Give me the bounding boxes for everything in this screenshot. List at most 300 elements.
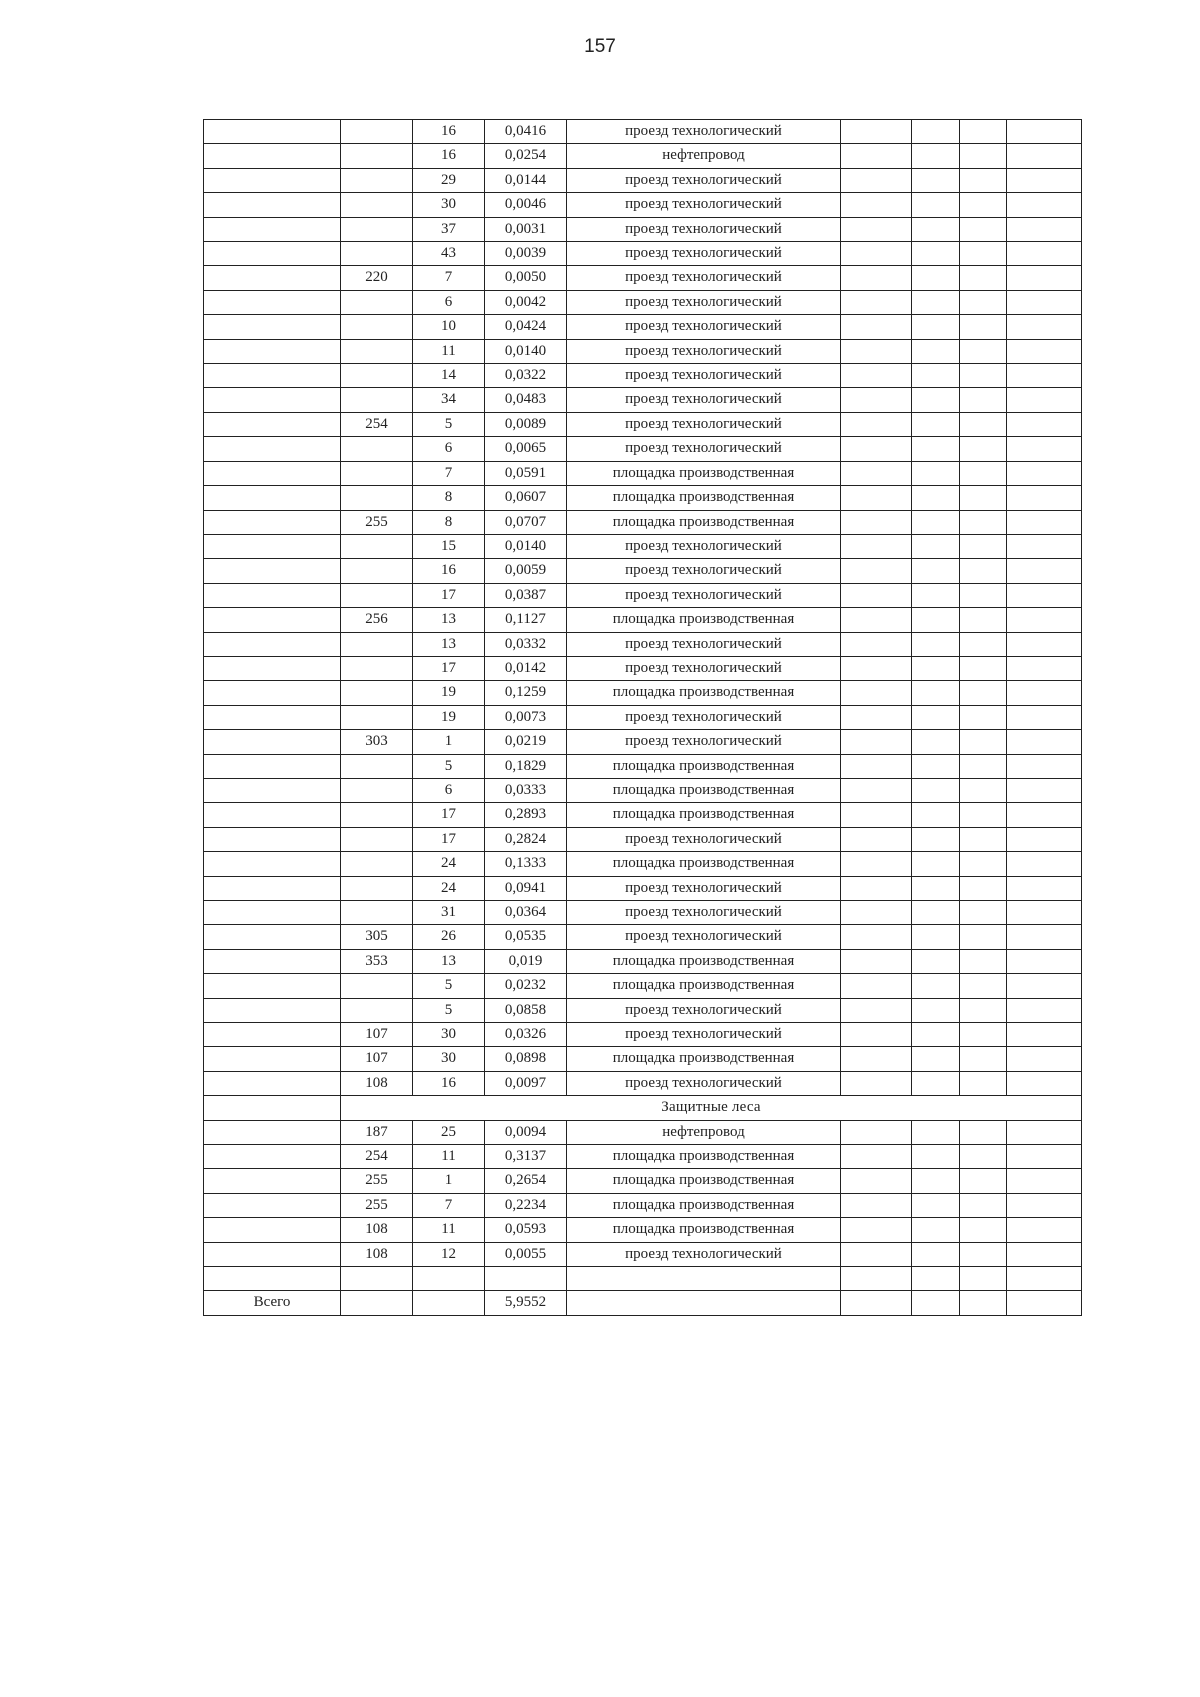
vydel-cell: 5 bbox=[413, 974, 485, 998]
empty-cell bbox=[912, 1218, 960, 1242]
empty-cell bbox=[1007, 925, 1082, 949]
empty-cell bbox=[841, 217, 912, 241]
purpose-cell: площадка производственная bbox=[567, 1047, 841, 1071]
vydel-cell: 34 bbox=[413, 388, 485, 412]
empty-cell bbox=[841, 290, 912, 314]
empty-cell bbox=[841, 461, 912, 485]
vydel-cell: 1 bbox=[413, 1169, 485, 1193]
empty-cell bbox=[960, 339, 1007, 363]
table-row bbox=[204, 901, 1082, 925]
empty-cell bbox=[1007, 486, 1082, 510]
table-row bbox=[204, 437, 1082, 461]
purpose-cell: проезд технологический bbox=[567, 412, 841, 436]
empty-cell bbox=[1007, 632, 1082, 656]
table-row bbox=[204, 876, 1082, 900]
empty-cell bbox=[960, 559, 1007, 583]
area-cell: 0,1127 bbox=[485, 608, 567, 632]
empty-cell bbox=[960, 510, 1007, 534]
vydel-cell: 8 bbox=[413, 486, 485, 510]
quarter-cell bbox=[341, 534, 413, 558]
table-row bbox=[204, 1267, 1082, 1291]
empty-cell bbox=[912, 217, 960, 241]
empty-cell bbox=[1007, 144, 1082, 168]
label-cell bbox=[204, 144, 341, 168]
empty-cell bbox=[960, 290, 1007, 314]
empty-cell bbox=[1007, 534, 1082, 558]
label-cell bbox=[204, 1218, 341, 1242]
empty-cell bbox=[841, 1071, 912, 1095]
vydel-cell: 25 bbox=[413, 1120, 485, 1144]
vydel-cell bbox=[413, 1291, 485, 1315]
table-row bbox=[204, 1145, 1082, 1169]
empty-cell bbox=[912, 608, 960, 632]
table-row bbox=[204, 242, 1082, 266]
empty-cell bbox=[960, 193, 1007, 217]
empty-cell bbox=[960, 437, 1007, 461]
area-cell: 0,0046 bbox=[485, 193, 567, 217]
vydel-cell: 17 bbox=[413, 803, 485, 827]
quarter-cell bbox=[341, 681, 413, 705]
purpose-cell: проезд технологический bbox=[567, 437, 841, 461]
label-cell bbox=[204, 242, 341, 266]
label-cell bbox=[204, 730, 341, 754]
empty-cell bbox=[841, 827, 912, 851]
area-cell: 0,0142 bbox=[485, 656, 567, 680]
table-row bbox=[204, 193, 1082, 217]
empty-cell bbox=[960, 876, 1007, 900]
label-cell bbox=[204, 974, 341, 998]
purpose-cell: проезд технологический bbox=[567, 1071, 841, 1095]
quarter-cell bbox=[341, 583, 413, 607]
table-row bbox=[204, 486, 1082, 510]
purpose-cell: проезд технологический bbox=[567, 730, 841, 754]
empty-cell bbox=[841, 778, 912, 802]
quarter-cell bbox=[341, 242, 413, 266]
empty-cell bbox=[960, 998, 1007, 1022]
quarter-cell bbox=[341, 486, 413, 510]
quarter-cell bbox=[341, 461, 413, 485]
quarter-cell bbox=[341, 1291, 413, 1315]
label-cell bbox=[204, 827, 341, 851]
label-cell bbox=[204, 364, 341, 388]
label-cell bbox=[204, 266, 341, 290]
area-cell: 0,0593 bbox=[485, 1218, 567, 1242]
empty-cell bbox=[1007, 705, 1082, 729]
empty-cell bbox=[912, 461, 960, 485]
quarter-cell: 254 bbox=[341, 1145, 413, 1169]
empty-cell bbox=[960, 315, 1007, 339]
empty-cell bbox=[1007, 583, 1082, 607]
empty-cell bbox=[841, 632, 912, 656]
area-cell: 0,0707 bbox=[485, 510, 567, 534]
empty-cell bbox=[841, 559, 912, 583]
quarter-cell bbox=[341, 705, 413, 729]
empty-cell bbox=[841, 242, 912, 266]
empty-cell bbox=[912, 290, 960, 314]
purpose-cell: проезд технологический bbox=[567, 339, 841, 363]
empty-cell bbox=[912, 998, 960, 1022]
vydel-cell: 29 bbox=[413, 168, 485, 192]
empty-cell bbox=[841, 1169, 912, 1193]
area-cell: 0,1829 bbox=[485, 754, 567, 778]
empty-cell bbox=[1007, 1071, 1082, 1095]
empty-cell bbox=[960, 1267, 1007, 1291]
empty-cell bbox=[1007, 1218, 1082, 1242]
empty-cell bbox=[960, 168, 1007, 192]
area-cell: 0,0416 bbox=[485, 120, 567, 144]
vydel-cell: 6 bbox=[413, 778, 485, 802]
area-cell: 0,0232 bbox=[485, 974, 567, 998]
empty-cell bbox=[912, 803, 960, 827]
empty-cell bbox=[841, 1218, 912, 1242]
area-cell: 0,1259 bbox=[485, 681, 567, 705]
area-cell bbox=[485, 1267, 567, 1291]
empty-cell bbox=[1007, 827, 1082, 851]
empty-cell bbox=[960, 803, 1007, 827]
quarter-cell: 108 bbox=[341, 1071, 413, 1095]
purpose-cell: площадка производственная bbox=[567, 949, 841, 973]
quarter-cell: 305 bbox=[341, 925, 413, 949]
purpose-cell: площадка производственная bbox=[567, 1218, 841, 1242]
table-row bbox=[204, 510, 1082, 534]
empty-cell bbox=[1007, 974, 1082, 998]
purpose-cell: проезд технологический bbox=[567, 1023, 841, 1047]
empty-cell bbox=[960, 388, 1007, 412]
empty-cell bbox=[841, 193, 912, 217]
table-row bbox=[204, 559, 1082, 583]
label-cell bbox=[204, 217, 341, 241]
empty-cell bbox=[912, 364, 960, 388]
empty-cell bbox=[960, 217, 1007, 241]
vydel-cell: 30 bbox=[413, 1047, 485, 1071]
table-row bbox=[204, 1218, 1082, 1242]
empty-cell bbox=[1007, 1267, 1082, 1291]
purpose-cell: площадка производственная bbox=[567, 778, 841, 802]
empty-cell bbox=[1007, 998, 1082, 1022]
purpose-cell: проезд технологический bbox=[567, 242, 841, 266]
empty-cell bbox=[1007, 242, 1082, 266]
empty-cell bbox=[912, 242, 960, 266]
area-cell: 5,9552 bbox=[485, 1291, 567, 1315]
empty-cell bbox=[960, 1071, 1007, 1095]
label-cell bbox=[204, 608, 341, 632]
empty-cell bbox=[841, 412, 912, 436]
quarter-cell bbox=[341, 559, 413, 583]
empty-cell bbox=[841, 315, 912, 339]
empty-cell bbox=[841, 534, 912, 558]
section-label: Защитные леса bbox=[341, 1096, 1082, 1120]
purpose-cell bbox=[567, 1267, 841, 1291]
empty-cell bbox=[912, 876, 960, 900]
empty-cell bbox=[841, 266, 912, 290]
label-cell bbox=[204, 120, 341, 144]
empty-cell bbox=[1007, 778, 1082, 802]
empty-cell bbox=[960, 730, 1007, 754]
label-cell bbox=[204, 681, 341, 705]
empty-cell bbox=[841, 852, 912, 876]
area-cell: 0,2654 bbox=[485, 1169, 567, 1193]
empty-cell bbox=[960, 364, 1007, 388]
label-cell bbox=[204, 412, 341, 436]
empty-cell bbox=[912, 754, 960, 778]
empty-cell bbox=[1007, 1023, 1082, 1047]
empty-cell bbox=[1007, 120, 1082, 144]
empty-cell bbox=[912, 1023, 960, 1047]
label-cell bbox=[204, 998, 341, 1022]
empty-cell bbox=[841, 656, 912, 680]
label-cell bbox=[204, 437, 341, 461]
table-row bbox=[204, 583, 1082, 607]
empty-cell bbox=[1007, 217, 1082, 241]
quarter-cell bbox=[341, 193, 413, 217]
empty-cell bbox=[841, 120, 912, 144]
purpose-cell: проезд технологический bbox=[567, 632, 841, 656]
empty-cell bbox=[960, 827, 1007, 851]
empty-cell bbox=[841, 1267, 912, 1291]
empty-cell bbox=[912, 925, 960, 949]
purpose-cell: площадка производственная bbox=[567, 510, 841, 534]
area-cell: 0,0089 bbox=[485, 412, 567, 436]
empty-cell bbox=[912, 168, 960, 192]
area-cell: 0,0094 bbox=[485, 1120, 567, 1144]
empty-cell bbox=[960, 266, 1007, 290]
empty-cell bbox=[912, 559, 960, 583]
empty-cell bbox=[1007, 1193, 1082, 1217]
vydel-cell: 15 bbox=[413, 534, 485, 558]
empty-cell bbox=[912, 1169, 960, 1193]
area-cell: 0,0858 bbox=[485, 998, 567, 1022]
empty-cell bbox=[1007, 754, 1082, 778]
vydel-cell: 31 bbox=[413, 901, 485, 925]
purpose-cell: проезд технологический bbox=[567, 998, 841, 1022]
empty-cell bbox=[1007, 852, 1082, 876]
empty-cell bbox=[841, 364, 912, 388]
purpose-cell: проезд технологический bbox=[567, 315, 841, 339]
vydel-cell: 17 bbox=[413, 827, 485, 851]
label-cell bbox=[204, 1267, 341, 1291]
empty-cell bbox=[960, 852, 1007, 876]
purpose-cell: проезд технологический bbox=[567, 827, 841, 851]
empty-cell bbox=[841, 998, 912, 1022]
area-cell: 0,0322 bbox=[485, 364, 567, 388]
empty-cell bbox=[841, 339, 912, 363]
table-row bbox=[204, 388, 1082, 412]
empty-cell bbox=[912, 681, 960, 705]
empty-cell bbox=[1007, 193, 1082, 217]
purpose-cell: площадка производственная bbox=[567, 803, 841, 827]
empty-cell bbox=[912, 388, 960, 412]
area-cell: 0,0097 bbox=[485, 1071, 567, 1095]
purpose-cell: проезд технологический bbox=[567, 364, 841, 388]
quarter-cell bbox=[341, 388, 413, 412]
vydel-cell: 43 bbox=[413, 242, 485, 266]
section-empty-cell bbox=[204, 1096, 341, 1120]
empty-cell bbox=[841, 388, 912, 412]
empty-cell bbox=[1007, 364, 1082, 388]
vydel-cell: 8 bbox=[413, 510, 485, 534]
empty-cell bbox=[841, 705, 912, 729]
empty-cell bbox=[960, 1193, 1007, 1217]
label-cell bbox=[204, 315, 341, 339]
label-cell bbox=[204, 925, 341, 949]
empty-cell bbox=[912, 1047, 960, 1071]
empty-cell bbox=[1007, 730, 1082, 754]
empty-cell bbox=[912, 1291, 960, 1315]
quarter-cell bbox=[341, 803, 413, 827]
empty-cell bbox=[1007, 803, 1082, 827]
purpose-cell: площадка производственная bbox=[567, 754, 841, 778]
empty-cell bbox=[960, 901, 1007, 925]
empty-cell bbox=[912, 730, 960, 754]
purpose-cell: проезд технологический bbox=[567, 388, 841, 412]
vydel-cell: 19 bbox=[413, 681, 485, 705]
empty-cell bbox=[1007, 168, 1082, 192]
area-cell: 0,0607 bbox=[485, 486, 567, 510]
empty-cell bbox=[960, 608, 1007, 632]
empty-cell bbox=[912, 852, 960, 876]
label-cell bbox=[204, 1023, 341, 1047]
label-cell bbox=[204, 1193, 341, 1217]
purpose-cell: площадка производственная bbox=[567, 974, 841, 998]
empty-cell bbox=[841, 1242, 912, 1266]
quarter-cell bbox=[341, 901, 413, 925]
table-row bbox=[204, 705, 1082, 729]
empty-cell bbox=[841, 876, 912, 900]
quarter-cell: 108 bbox=[341, 1242, 413, 1266]
table-row bbox=[204, 852, 1082, 876]
vydel-cell: 26 bbox=[413, 925, 485, 949]
label-cell bbox=[204, 803, 341, 827]
table-row bbox=[204, 1120, 1082, 1144]
empty-cell bbox=[912, 827, 960, 851]
quarter-cell: 303 bbox=[341, 730, 413, 754]
empty-cell bbox=[912, 1242, 960, 1266]
empty-cell bbox=[1007, 437, 1082, 461]
vydel-cell: 17 bbox=[413, 583, 485, 607]
quarter-cell bbox=[341, 315, 413, 339]
empty-cell bbox=[912, 1193, 960, 1217]
purpose-cell: площадка производственная bbox=[567, 608, 841, 632]
empty-cell bbox=[841, 925, 912, 949]
empty-cell bbox=[841, 583, 912, 607]
vydel-cell: 30 bbox=[413, 1023, 485, 1047]
vydel-cell: 5 bbox=[413, 754, 485, 778]
empty-cell bbox=[1007, 315, 1082, 339]
area-cell: 0,0055 bbox=[485, 1242, 567, 1266]
empty-cell bbox=[960, 949, 1007, 973]
vydel-cell: 7 bbox=[413, 1193, 485, 1217]
table-row bbox=[204, 339, 1082, 363]
purpose-cell: площадка производственная bbox=[567, 681, 841, 705]
empty-cell bbox=[960, 242, 1007, 266]
table-row bbox=[204, 1193, 1082, 1217]
empty-cell bbox=[960, 412, 1007, 436]
empty-cell bbox=[841, 974, 912, 998]
label-cell bbox=[204, 339, 341, 363]
vydel-cell: 12 bbox=[413, 1242, 485, 1266]
quarter-cell bbox=[341, 754, 413, 778]
purpose-cell: площадка производственная bbox=[567, 1145, 841, 1169]
quarter-cell bbox=[341, 1267, 413, 1291]
empty-cell bbox=[960, 632, 1007, 656]
table-row bbox=[204, 974, 1082, 998]
purpose-cell: проезд технологический bbox=[567, 290, 841, 314]
empty-cell bbox=[841, 437, 912, 461]
purpose-cell: проезд технологический bbox=[567, 559, 841, 583]
purpose-cell bbox=[567, 1291, 841, 1315]
empty-cell bbox=[841, 1193, 912, 1217]
area-cell: 0,0073 bbox=[485, 705, 567, 729]
empty-cell bbox=[912, 534, 960, 558]
empty-cell bbox=[841, 730, 912, 754]
vydel-cell: 7 bbox=[413, 266, 485, 290]
empty-cell bbox=[960, 925, 1007, 949]
purpose-cell: нефтепровод bbox=[567, 144, 841, 168]
empty-cell bbox=[912, 656, 960, 680]
vydel-cell: 6 bbox=[413, 437, 485, 461]
quarter-cell bbox=[341, 876, 413, 900]
empty-cell bbox=[1007, 510, 1082, 534]
area-cell: 0,0326 bbox=[485, 1023, 567, 1047]
label-cell bbox=[204, 486, 341, 510]
purpose-cell: проезд технологический bbox=[567, 925, 841, 949]
area-cell: 0,0039 bbox=[485, 242, 567, 266]
empty-cell bbox=[960, 681, 1007, 705]
empty-cell bbox=[912, 632, 960, 656]
table-row bbox=[204, 412, 1082, 436]
vydel-cell: 14 bbox=[413, 364, 485, 388]
empty-cell bbox=[1007, 412, 1082, 436]
empty-cell bbox=[912, 510, 960, 534]
quarter-cell bbox=[341, 217, 413, 241]
empty-cell bbox=[1007, 1242, 1082, 1266]
vydel-cell: 7 bbox=[413, 461, 485, 485]
empty-cell bbox=[1007, 1120, 1082, 1144]
label-cell bbox=[204, 705, 341, 729]
area-cell: 0,0898 bbox=[485, 1047, 567, 1071]
quarter-cell bbox=[341, 778, 413, 802]
empty-cell bbox=[841, 168, 912, 192]
empty-cell bbox=[1007, 876, 1082, 900]
empty-cell bbox=[960, 656, 1007, 680]
quarter-cell: 220 bbox=[341, 266, 413, 290]
page-number: 157 bbox=[584, 36, 616, 57]
vydel-cell: 11 bbox=[413, 1145, 485, 1169]
table-row bbox=[204, 681, 1082, 705]
empty-cell bbox=[912, 193, 960, 217]
empty-cell bbox=[912, 1120, 960, 1144]
label-cell bbox=[204, 852, 341, 876]
section-row bbox=[204, 1096, 1082, 1120]
purpose-cell: площадка производственная bbox=[567, 1193, 841, 1217]
table-row bbox=[204, 632, 1082, 656]
purpose-cell: площадка производственная bbox=[567, 461, 841, 485]
table-row bbox=[204, 754, 1082, 778]
quarter-cell: 187 bbox=[341, 1120, 413, 1144]
area-cell: 0,0140 bbox=[485, 534, 567, 558]
empty-cell bbox=[1007, 559, 1082, 583]
vydel-cell: 13 bbox=[413, 608, 485, 632]
vydel-cell: 1 bbox=[413, 730, 485, 754]
empty-cell bbox=[1007, 1145, 1082, 1169]
empty-cell bbox=[912, 974, 960, 998]
area-cell: 0,0364 bbox=[485, 901, 567, 925]
empty-cell bbox=[912, 1145, 960, 1169]
empty-cell bbox=[960, 1218, 1007, 1242]
empty-cell bbox=[960, 1145, 1007, 1169]
empty-cell bbox=[841, 901, 912, 925]
vydel-cell: 30 bbox=[413, 193, 485, 217]
